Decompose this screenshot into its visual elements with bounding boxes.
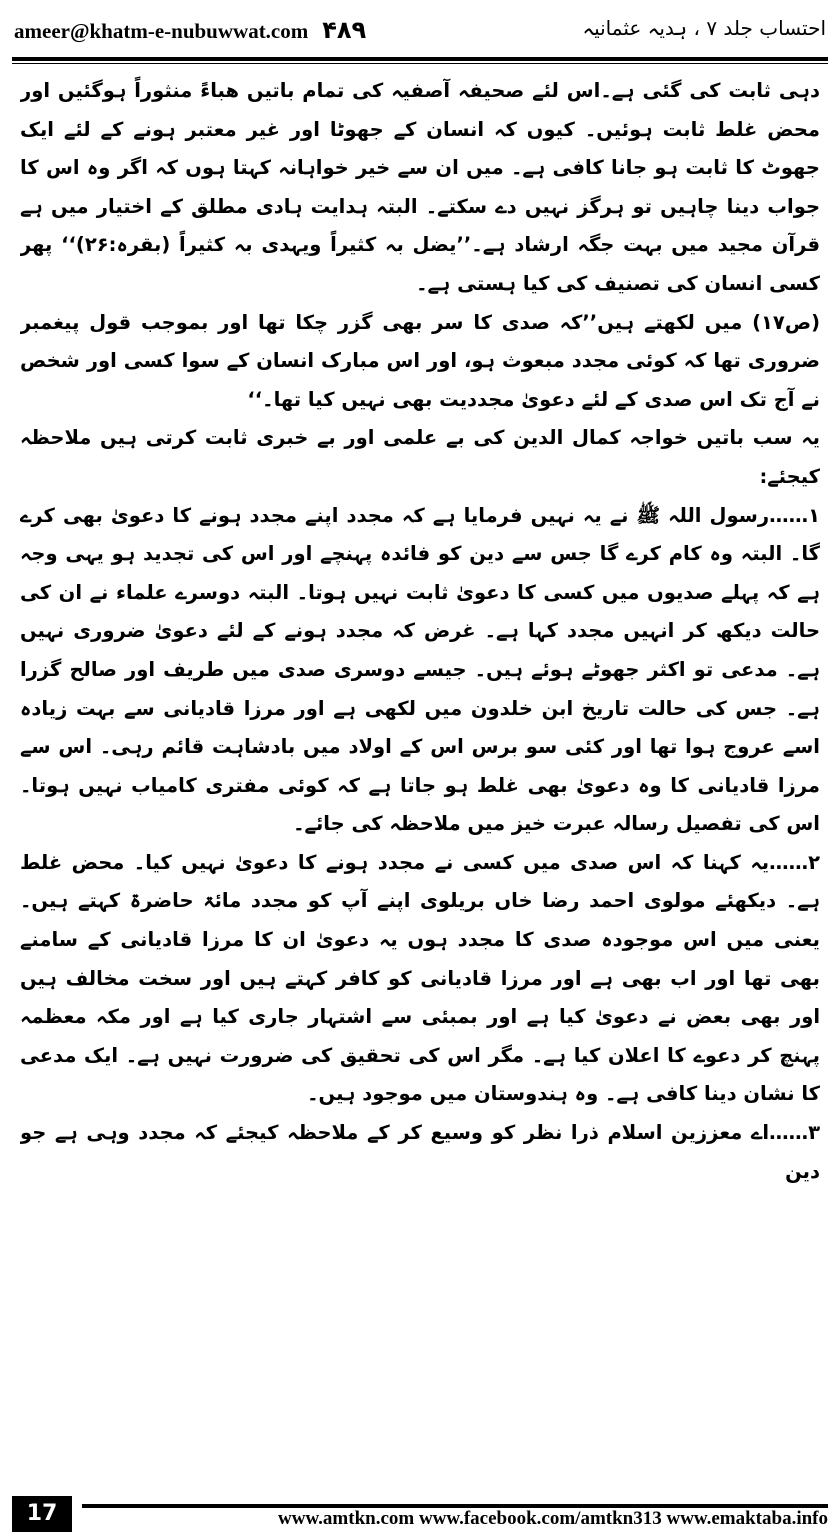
paragraph-2: (ص۱۷) میں لکھتے ہیں’’کہ صدی کا سر بھی گزر چکا تھا اور بموجب قول پیغمبر ضروری تھا کہ کوئی مجدد مبعوث ہو، اور اس مبارک انسان کے سوا کسی اور شخص نے آج تک اس صدی کے لئے دعویٰ مجددیت بھی نہیں کیا تھا۔‘‘	[20, 310, 820, 411]
header-rule-thick	[12, 57, 828, 61]
footer-page-number: 17	[12, 1496, 72, 1532]
page-header	[14, 6, 826, 58]
header-left	[14, 16, 366, 44]
paragraph-5: ۲……یہ کہنا کہ اس صدی میں کسی نے مجدد ہونے کا دعویٰ نہیں کیا۔ محض غلط ہے۔ دیکھئے مولوی احمد رضا خاں بریلوی اپنے آپ کو مجدد مائۃ حاضرۃ کہتے ہیں۔ یعنی میں اس موجودہ صدی کا مجدد ہوں یہ دعویٰ ان کا مرزا قادیانی کے سامنے بھی تھا اور اب بھی ہے اور مرزا قادیانی کو کافر کہتے ہیں اور سخت مخالف ہیں اور بھی بعض نے دعویٰ کیا ہے اور بمبئی سے اشتہار جاری کیا ہے اور مکہ معظمہ پہنچ کر دعوے کا اعلان کیا ہے۔ مگر اس کی تحقیق کی ضرورت نہیں ہے۔ ایک مدعی کا نشان دینا کافی ہے۔ وہ ہندوستان میں موجود ہیں۔	[20, 850, 820, 1106]
paragraph-3: یہ سب باتیں خواجہ کمال الدین کی بے علمی اور بے خبری ثابت کرتی ہیں ملاحظہ کیجئے:	[20, 426, 820, 488]
paragraph-4: ۱……رسول اللہ ﷺ نے یہ نہیں فرمایا ہے کہ مجدد اپنے مجدد ہونے کا دعویٰ بھی کرے گا۔ البتہ وہ کام کرے گا جس سے دین کو فائدہ پہنچے اور اس کی تجدید ہو یہی وجہ ہے کہ پہلے صدیوں میں کسی کا دعویٰ ثابت نہیں ہوتا۔ البتہ دوسرے علماء نے ان کی حالت دیکھ کر انہیں مجدد کہا ہے۔ غرض کہ مجدد ہونے کے لئے دعویٰ ضروری نہیں ہے۔ مدعی تو اکثر جھوٹے ہوئے ہیں۔ جیسے دوسری صدی میں طریف اور صالح گزرا ہے۔ جس کی حالت تاریخ ابن خلدون میں لکھی ہے اور مرزا قادیانی سے بہت زیادہ اسے عروج ہوا تھا اور کئی سو برس اس کے اولاد میں بادشاہت قائم رہی۔ اس سے مرزا قادیانی کا وہ دعویٰ بھی غلط ہو جاتا ہے کہ کوئی مفتری کامیاب نہیں ہوتا۔ اس کی تفصیل رسالہ عبرت خیز میں ملاحظہ کی جائے۔	[20, 503, 820, 836]
header-book-title: احتساب جلد ۷ ، ہدیہ عثمانیہ	[582, 16, 826, 40]
body-text	[20, 72, 820, 1480]
page-footer	[12, 1496, 828, 1532]
header-page-number: ۴۸۹	[322, 16, 367, 44]
footer-links[interactable]: www.amtkn.com www.facebook.com/amtkn313 www.emaktaba.info	[278, 1508, 828, 1529]
paragraph-6: ۳……اے معززین اسلام ذرا نظر کو وسیع کر کے ملاحظہ کیجئے کہ مجدد وہی ہے جو دین	[20, 1121, 820, 1183]
header-email[interactable]: ameer@khatm-e-nubuwwat.com	[14, 19, 309, 43]
header-rule-thin	[12, 63, 828, 64]
paragraph-1: دہی ثابت کی گئی ہے۔اس لئے صحیفہ آصفیہ کی تمام باتیں ھباءً منثوراً ہوگئیں اور محض غلط ثابت ہوئیں۔ کیوں کہ انسان کے جھوٹا اور غیر معتبر ہونے کے لئے ایک جھوٹ کا ثابت ہو جانا کافی ہے۔ میں ان سے خیر خواہانہ کہتا ہوں کہ اگر وہ اس کا جواب دینا چاہیں تو ہرگز نہیں دے سکتے۔ البتہ ہدایت ہادی مطلق کے اختیار میں ہے قرآن مجید میں بہت جگہ ارشاد ہے۔’’یضل بہ کثیراً ویہدی بہ کثیراً (بقرہ:۲۶)‘‘ پھر کسی انسان کی تصنیف کی کیا ہستی ہے۔	[20, 79, 820, 295]
